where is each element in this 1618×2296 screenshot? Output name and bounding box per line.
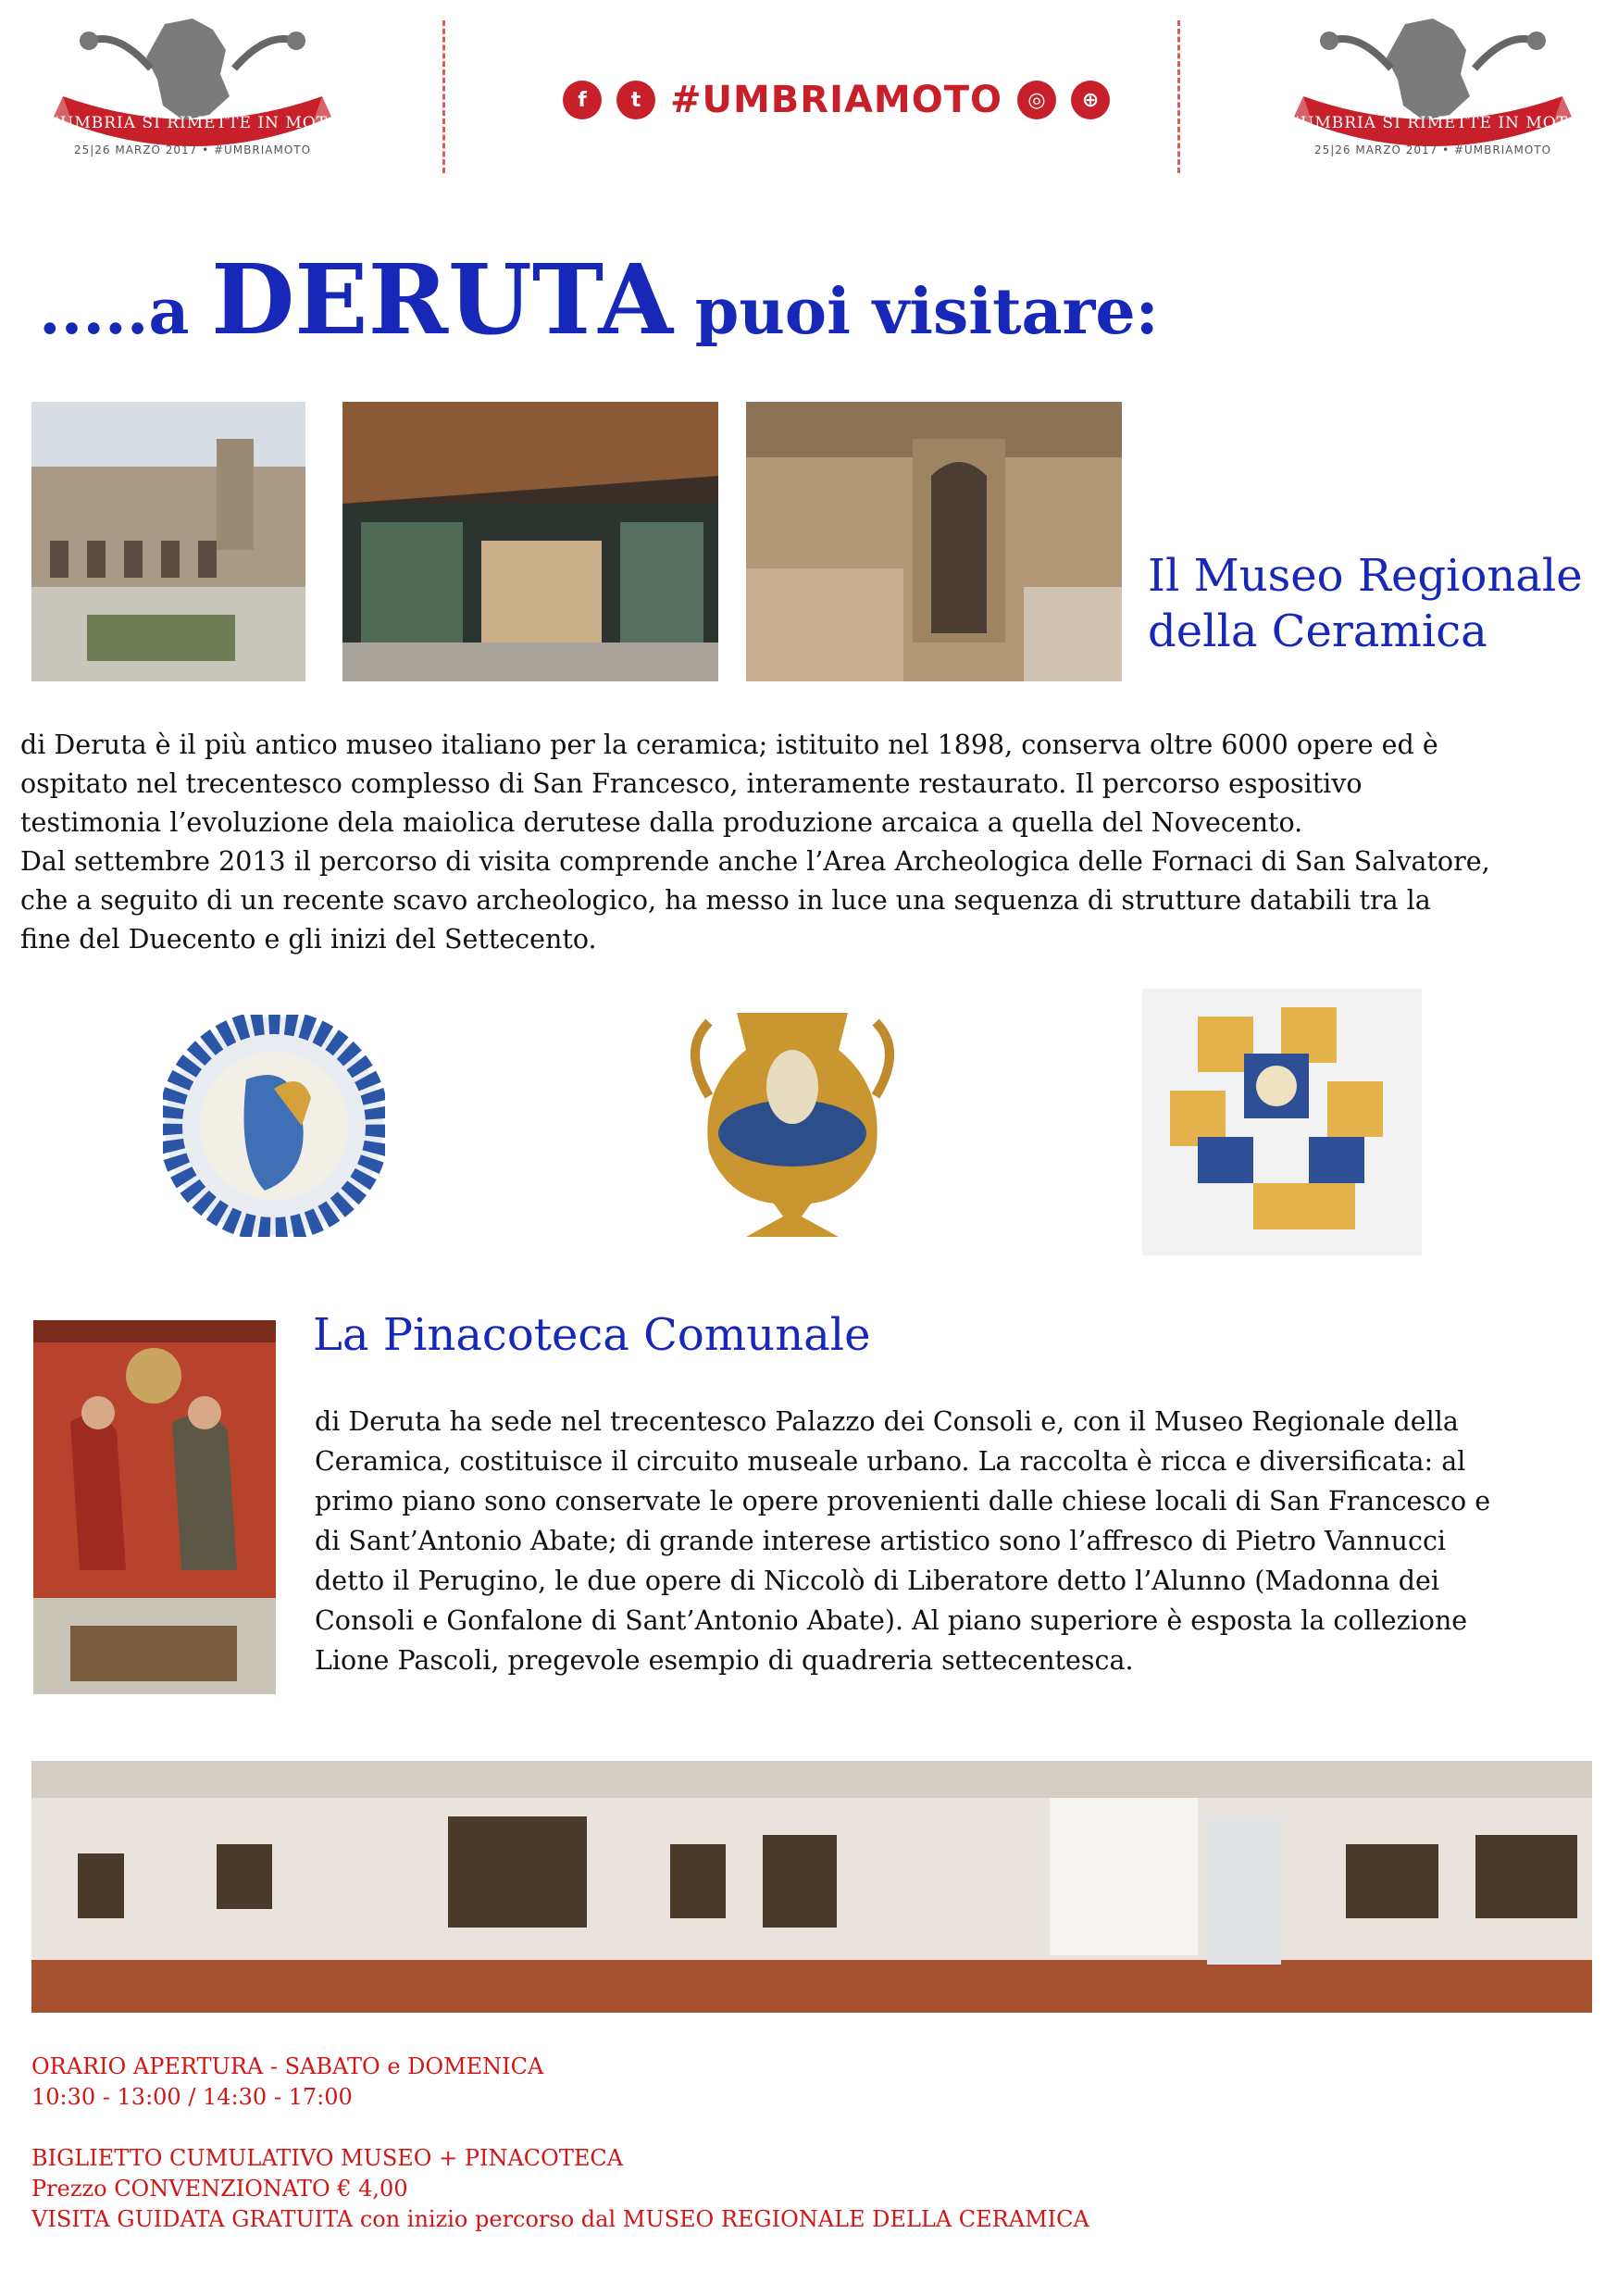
- photo-cloister: [31, 402, 305, 681]
- photo-ceramic-tiles: [1142, 989, 1422, 1255]
- pinacoteca-heading: La Pinacoteca Comunale: [313, 1309, 871, 1361]
- guided-tour-info: VISITA GUIDATA GRATUITA con inizio percorso dal MUSEO REGIONALE DELLA CERAMICA: [31, 2206, 1089, 2232]
- logo-right-ribbon-text: L'UMBRIA SI RIMETTE IN MOTO: [1294, 114, 1572, 132]
- photo-pinacoteca-fresco: [33, 1320, 276, 1694]
- header-divider-left: [442, 20, 445, 173]
- logo-right-date-text: 25|26 MARZO 2017 • #UMBRIAMOTO: [1313, 144, 1552, 156]
- social-bar: [563, 74, 1110, 126]
- ticket-info: BIGLIETTO CUMULATIVO MUSEO + PINACOTECA: [31, 2145, 624, 2171]
- pinacoteca-line: detto il Perugino, le due opere di Niccolò di Liberatore detto l’Alunno (Madonna dei: [315, 1566, 1439, 1596]
- museo-heading-line2: della Ceramica: [1148, 605, 1487, 657]
- museo-line: testimonia l’evoluzione dela maiolica derutese dalla produzione arcaica a quella del Novecento.: [20, 807, 1303, 838]
- pinacoteca-line: primo piano sono conservate le opere provenienti dalle chiese locali di San Francesco e: [315, 1486, 1491, 1516]
- museo-line: di Deruta è il più antico museo italiano per la ceramica; istituito nel 1898, conserva oltre 6000 opere ed è: [20, 730, 1438, 760]
- museo-line: che a seguito di un recente scavo archeologico, ha messo in luce una sequenza di strutture databili tra la: [20, 885, 1431, 916]
- opening-days: ORARIO APERTURA - SABATO e DOMENICA: [31, 2053, 544, 2079]
- museo-heading-line1: Il Museo Regionale: [1148, 550, 1583, 602]
- pinacoteca-line: Consoli e Gonfalone di Sant’Antonio Abate). Al piano superiore è esposta la collezione: [315, 1605, 1468, 1636]
- info-spacer: [31, 2113, 1089, 2143]
- instagram-icon[interactable]: ◎: [1017, 81, 1056, 119]
- photo-ceramic-plate: [163, 1015, 385, 1237]
- title-prefix: .....a: [39, 275, 212, 349]
- logo-left-date-text: 25|26 MARZO 2017 • #UMBRIAMOTO: [73, 144, 312, 156]
- pinacoteca-line: di Sant’Antonio Abate; di grande interese artistico sono l’affresco di Pietro Vannucci: [315, 1526, 1447, 1556]
- web-icon[interactable]: ⊕: [1071, 81, 1110, 119]
- pinacoteca-line: Ceramica, costituisce il circuito museale urbano. La raccolta è ricca e diversificata: al: [315, 1446, 1466, 1477]
- opening-info: [31, 2052, 1089, 2235]
- logo-left-ribbon-text: L'UMBRIA SI RIMETTE IN MOTO: [54, 114, 331, 132]
- facebook-icon[interactable]: f: [563, 81, 602, 119]
- photo-museum-interior: [342, 402, 718, 681]
- ticket-price: Prezzo CONVENZIONATO € 4,00: [31, 2176, 408, 2202]
- pinacoteca-paragraph: [315, 1402, 1592, 1680]
- pinacoteca-line: di Deruta ha sede nel trecentesco Palazzo dei Consoli e, con il Museo Regionale della: [315, 1406, 1459, 1437]
- logo-left: [54, 13, 331, 161]
- page-title: [39, 243, 1159, 356]
- title-suffix: puoi visitare:: [673, 275, 1159, 349]
- header-divider-right: [1177, 20, 1180, 173]
- museo-line: fine del Duecento e gli inizi del Settecento.: [20, 924, 597, 955]
- museo-line: ospitato nel trecentesco complesso di San Francesco, interamente restaurato. Il percorso espositivo: [20, 768, 1363, 799]
- logo-right: [1294, 13, 1572, 161]
- title-town: DERUTA: [211, 243, 674, 356]
- opening-hours: 10:30 - 13:00 / 14:30 - 17:00: [31, 2084, 353, 2110]
- museo-heading: [1148, 548, 1583, 659]
- hashtag-text: #UMBRIAMOTO: [670, 79, 1003, 121]
- museo-line: Dal settembre 2013 il percorso di visita comprende anche l’Area Archeologica delle Fornaci di San Salvatore,: [20, 846, 1490, 877]
- photo-ceramic-vase: [672, 994, 913, 1255]
- pinacoteca-line: Lione Pascoli, pregevole esempio di quadreria settecentesca.: [315, 1645, 1134, 1676]
- photo-gallery-panorama: [31, 1761, 1592, 2013]
- museo-paragraph: [20, 726, 1599, 959]
- photo-archaeological-area: [746, 402, 1122, 681]
- twitter-icon[interactable]: t: [616, 81, 655, 119]
